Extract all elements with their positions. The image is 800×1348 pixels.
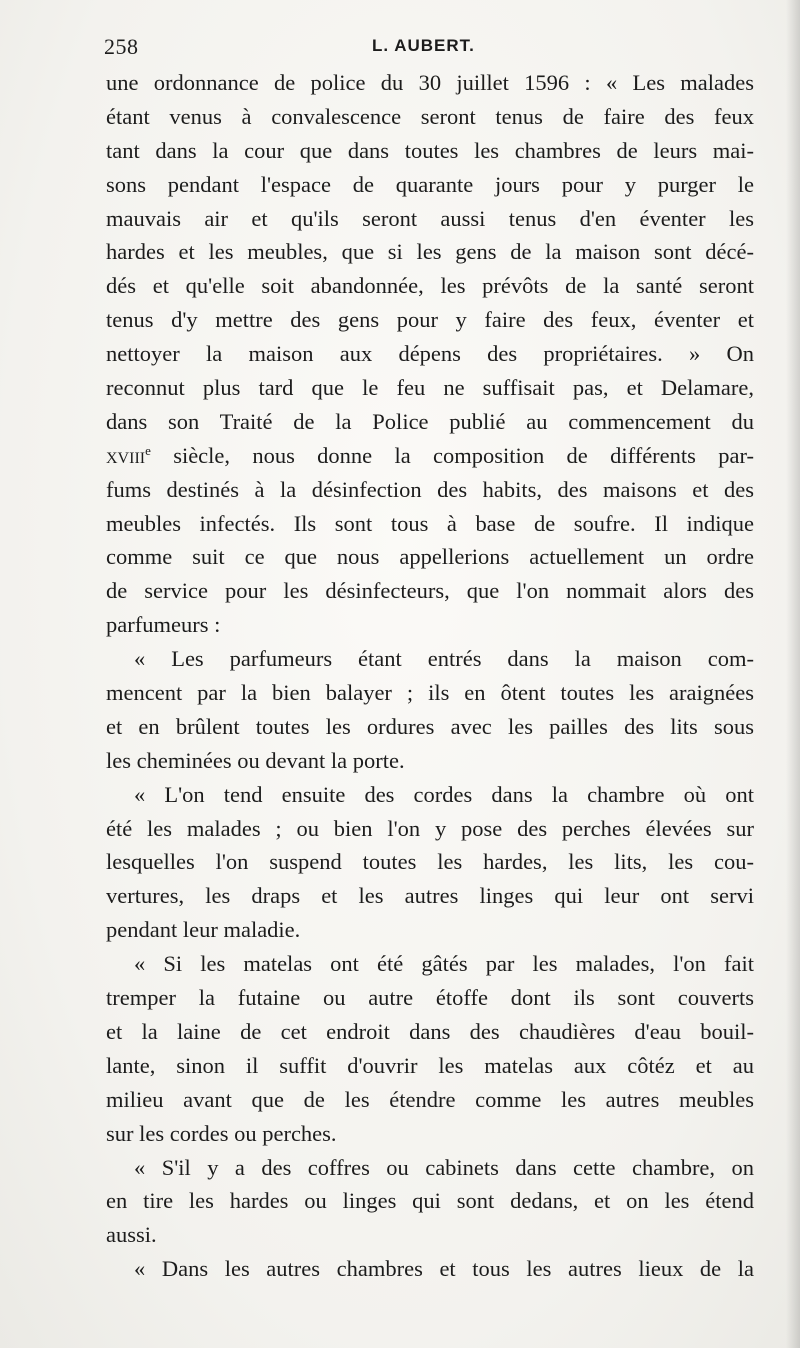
text-line: nettoyer la maison aux dépens des propriétaires. » On (106, 341, 754, 367)
text-line: et en brûlent toutes les ordures avec les pailles des lits sous (106, 713, 754, 739)
text-line: lesquelles l'on suspend toutes les hardes, les lits, les cou- (106, 849, 754, 875)
page-number: 258 (104, 34, 139, 59)
text-line: « Si les matelas ont été gâtés par les malades, l'on fait (134, 951, 754, 977)
text-line: parfumeurs : (106, 612, 221, 638)
text-line: « S'il y a des coffres ou cabinets dans cette chambre, on (134, 1154, 754, 1180)
text-line: meubles infectés. Ils sont tous à base de soufre. Il indique (106, 510, 754, 536)
text-line: « Les parfumeurs étant entrés dans la maison com- (134, 646, 754, 672)
text-line: en tire les hardes ou linges qui sont dedans, et on les étend (106, 1188, 754, 1214)
century-suffix: e (145, 442, 151, 458)
text-line: sons pendant l'espace de quarante jours pour y purger le (106, 171, 754, 197)
text-line: une ordonnance de police du 30 juillet 1596 : « Les malades (106, 70, 754, 95)
text-line: aussi. (106, 1222, 157, 1248)
text-line: et la laine de cet endroit dans des chaudières d'eau bouil- (106, 1018, 754, 1044)
page-edge-shadow (786, 0, 800, 1348)
text-line: pendant leur maladie. (106, 917, 301, 943)
text-line: vertures, les draps et les autres linges qui leur ont servi (106, 883, 754, 909)
century-numeral: xviii (106, 442, 146, 468)
text-line: les cheminées ou devant la porte. (106, 747, 405, 773)
text-line: reconnut plus tard que le feu ne suffisait pas, et Delamare, (106, 375, 754, 401)
text-line: mencent par la bien balayer ; ils en ôtent toutes les araignées (106, 680, 754, 706)
text-line-century (106, 439, 754, 473)
text-line: fums destinés à la désinfection des habits, des maisons et des (106, 476, 754, 502)
running-head: L. AUBERT. (372, 36, 475, 55)
text-line: été les malades ; ou bien l'on y pose des perches élevées sur (106, 815, 754, 841)
text-line: comme suit ce que nous appellerions actuellement un ordre (106, 544, 754, 570)
text-line: dans son Traité de la Police publié au commencement du (106, 408, 754, 434)
text-line: hardes et les meubles, que si les gens de la maison sont décé- (106, 239, 754, 265)
text-line: dés et qu'elle soit abandonnée, les prévôts de la santé seront (106, 273, 754, 299)
page-header (104, 34, 754, 60)
text-line: mauvais air et qu'ils seront aussi tenus d'en éventer les (106, 205, 754, 231)
text-line: tenus d'y mettre des gens pour y faire des feux, éventer et (106, 307, 754, 333)
text-line: tremper la futaine ou autre étoffe dont ils sont couverts (106, 985, 754, 1011)
text-line: milieu avant que de les étendre comme les autres meubles (106, 1086, 754, 1112)
century-line-text: siècle, nous donne la composition de différents par- (173, 442, 754, 468)
text-line: sur les cordes ou perches. (106, 1120, 337, 1146)
text-line: tant dans la cour que dans toutes les chambres de leurs mai- (106, 137, 754, 163)
text-line: de service pour les désinfecteurs, que l'on nommait alors des (106, 578, 754, 604)
text-line: lante, sinon il suffit d'ouvrir les matelas aux côtéz et au (106, 1052, 754, 1078)
text-line: « Dans les autres chambres et tous les autres lieux de la (134, 1256, 754, 1282)
text-line: étant venus à convalescence seront tenus de faire des feux (106, 103, 754, 129)
text-line: « L'on tend ensuite des cordes dans la chambre où ont (134, 781, 754, 807)
body-text (106, 66, 754, 1286)
